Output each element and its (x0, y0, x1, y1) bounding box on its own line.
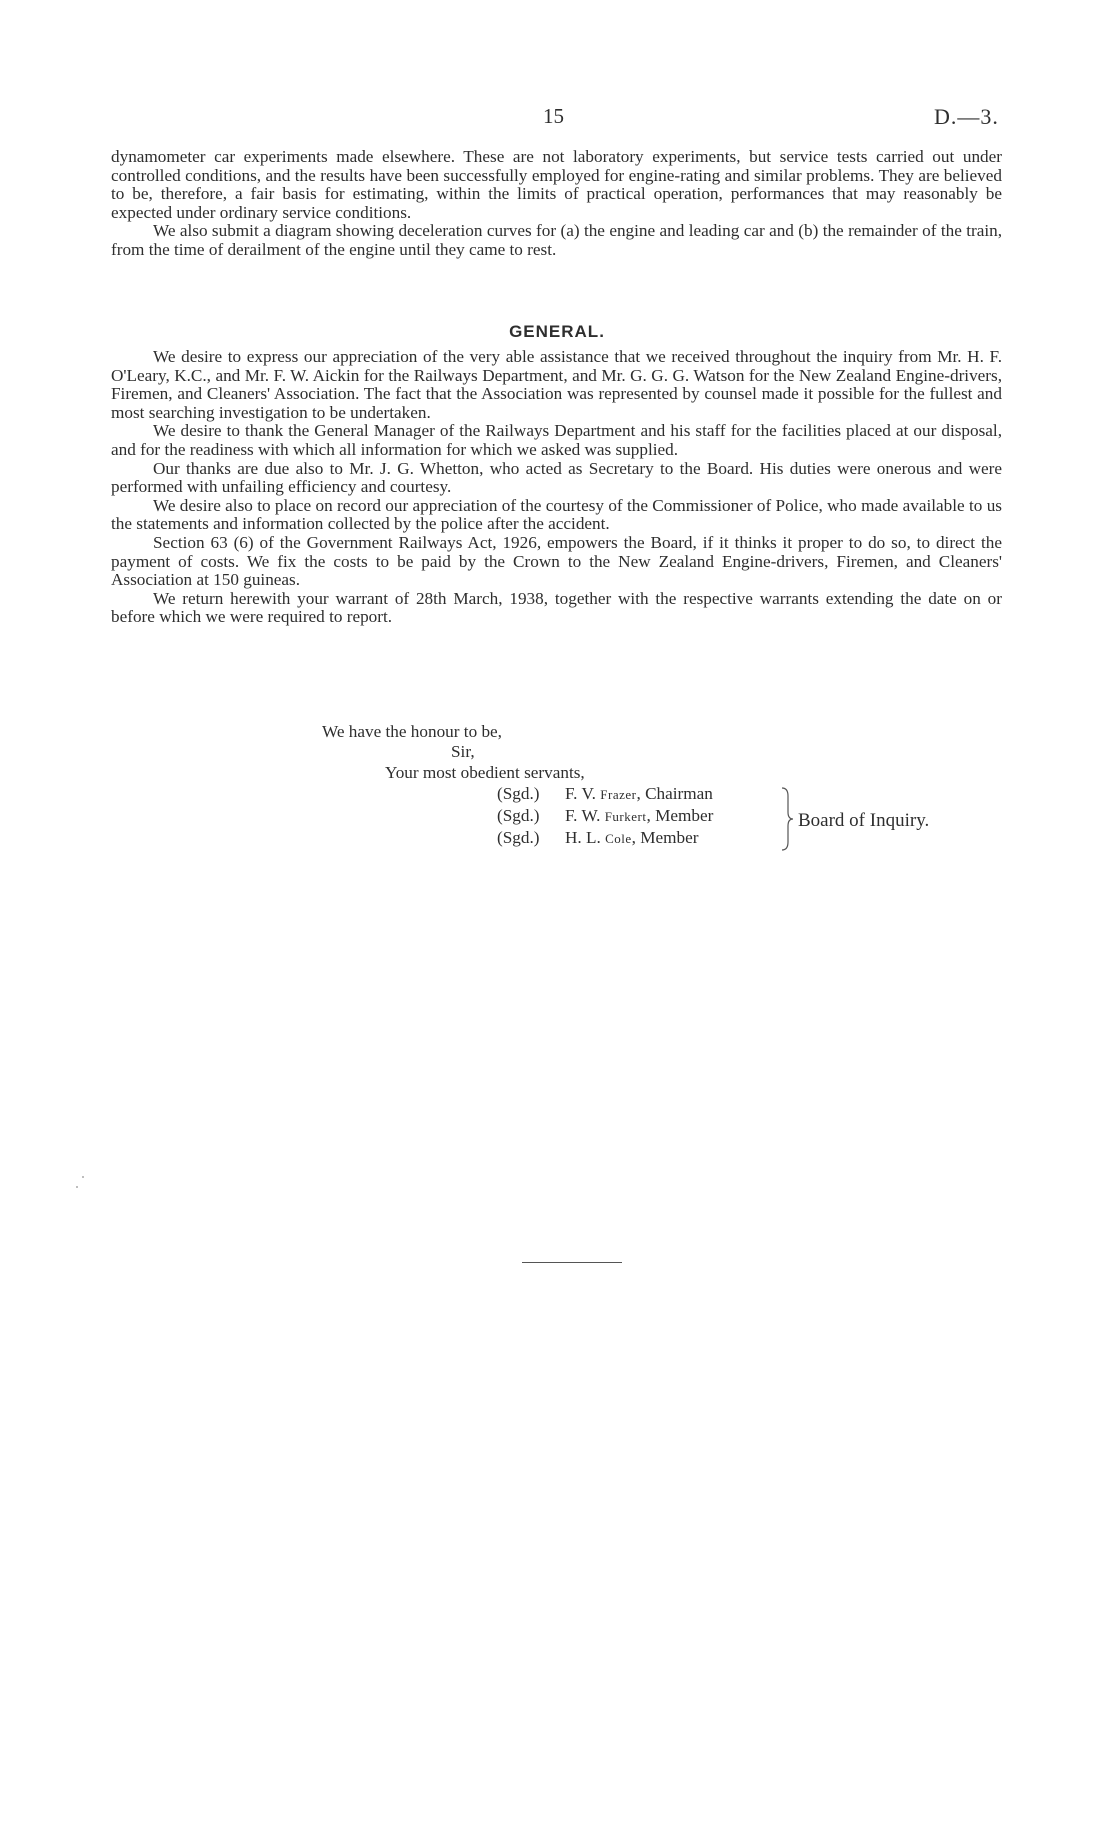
initials: H. L. (565, 828, 601, 847)
signature-line (497, 784, 713, 804)
closing-line: We have the honour to be, (322, 722, 502, 741)
paragraph: We return herewith your warrant of 28th March, 1938, together with the respective warrants extending the date on or before which we were required to report. (111, 588, 1002, 627)
page-header (0, 104, 1114, 134)
general-section (111, 348, 1002, 627)
signature-line (497, 806, 713, 826)
paragraph: Our thanks are due also to Mr. J. G. Whetton, who acted as Secretary to the Board. His duties were onerous and were performed with unfailing efficiency and courtesy. (111, 458, 1002, 497)
closing-salutation: Sir, (451, 742, 475, 761)
curly-brace-icon (780, 786, 794, 852)
paragraph: We desire to express our appreciation of the very able assistance that we received throughout the inquiry from Mr. H. F. O'Leary, K.C., and Mr. F. W. Aickin for the Railways Department, and Mr. G. G. G. Watson for the New Zealand Engine-drivers, Firemen, and Cleaners' Association. The fact that the Association was represented by counsel made it possible for the fullest and most searching investigation to be undertaken. (111, 347, 1002, 422)
sgd-label: (Sgd.) (497, 828, 540, 847)
signature-line (497, 828, 699, 848)
paragraph: Section 63 (6) of the Government Railways Act, 1926, empowers the Board, if it thinks it proper to do so, to direct the payment of costs. We fix the costs to be paid by the Crown to the New Zealand Engine-drivers, Firemen, and Cleaners' Association at 150 guineas. (111, 532, 1002, 590)
initials: F. W. (565, 806, 601, 825)
surname: Cole (605, 831, 632, 846)
paragraph: We also submit a diagram showing deceleration curves for (a) the engine and leading car and (b) the remainder of the train, from the time of derailment of the engine until they came to rest. (111, 221, 1002, 259)
scan-speck (82, 1176, 84, 1178)
sgd-label: (Sgd.) (497, 784, 540, 803)
surname: Frazer (600, 787, 637, 802)
role: , Member (646, 806, 714, 825)
scan-speck (76, 1186, 78, 1188)
paragraph: We desire to thank the General Manager of the Railways Department and his staff for the facilities placed at our disposal, and for the readiness with which all information for which we asked was supplied. (111, 421, 1002, 459)
paragraph: We desire also to place on record our appreciation of the courtesy of the Commissioner of Police, who made available to us the statements and information collected by the police after the accident. (111, 495, 1002, 534)
sgd-label: (Sgd.) (497, 806, 540, 825)
surname: Furkert (604, 809, 647, 824)
role: , Chairman (636, 784, 713, 803)
role: , Member (631, 828, 699, 847)
section-heading: GENERAL. (509, 322, 605, 341)
initials: F. V. (565, 784, 596, 803)
page-number: 15 (543, 104, 564, 128)
paragraph: dynamometer car experiments made elsewhere. These are not laboratory experiments, but service tests carried out under controlled conditions, and the results have been successfully employed for engine-rating and similar problems. They are believed to be, therefore, a fair basis for estimating, within the limits of practical operation, performances that may reasonably be expected under ordinary service conditions. (111, 147, 1002, 222)
intro-section (111, 148, 1002, 260)
document-reference: D.—3. (934, 104, 999, 129)
board-label: Board of Inquiry. (798, 810, 930, 831)
closing-servants: Your most obedient servants, (385, 763, 585, 782)
end-rule (522, 1262, 622, 1263)
